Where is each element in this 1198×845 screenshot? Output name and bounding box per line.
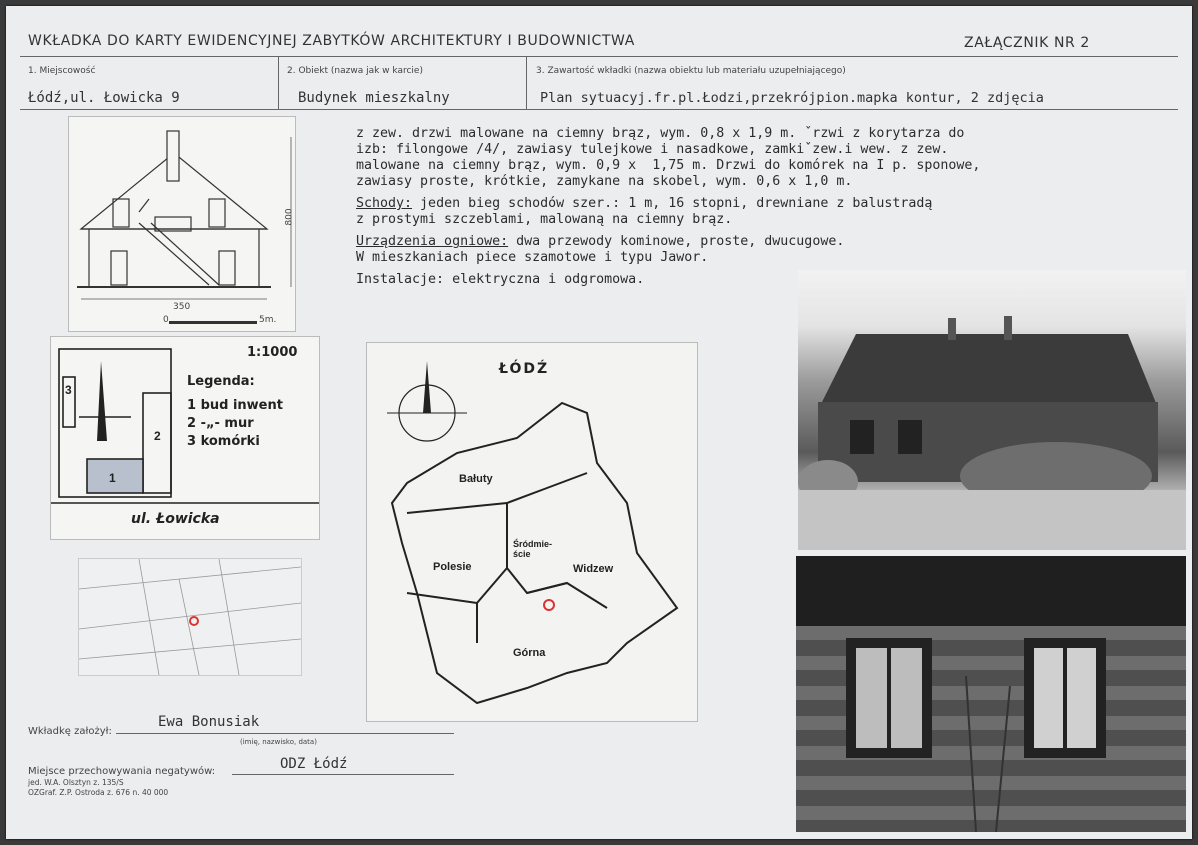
attachment-number: ZAŁĄCZNIK NR 2 [964, 35, 1090, 51]
site-plan-label: 2 [154, 429, 161, 443]
photo-windows [796, 556, 1186, 832]
site-plan [50, 336, 320, 540]
description-text [356, 126, 980, 288]
divider [526, 56, 527, 109]
district-label: Polesie [433, 561, 472, 573]
field-value-contents: Plan sytuacyj.fr.pl.Łodzi,przekrójpion.mapka kontur, 2 zdjęcia [540, 90, 1044, 106]
legend-title: Legenda: [187, 374, 255, 389]
district-label: Widzew [573, 563, 614, 575]
legend-item: 1 bud inwent [187, 398, 283, 413]
negatives-value: ODZ Łódź [280, 756, 348, 772]
site-plan-scale: 1:1000 [247, 345, 298, 360]
section-width-label: 350 [173, 302, 191, 312]
record-card [6, 6, 1192, 839]
cross-section-drawing [68, 116, 296, 332]
site-plan-label: 1 [109, 471, 116, 485]
divider [20, 56, 1178, 57]
fire-heading: Urządzenia ogniowe: [356, 234, 509, 249]
divider [232, 774, 454, 775]
city-map-title: ŁÓDŹ [499, 361, 550, 377]
compiled-by-value: Ewa Bonusiak [158, 714, 260, 730]
fire-text: W mieszkaniach piece szamotowe i typu Jawor. [356, 250, 709, 265]
district-label: Górna [513, 647, 546, 659]
divider [20, 109, 1178, 110]
description-line: malowane na ciemny brąz, wym. 0,9 x 1,75 m. Drzwi do komórek na I p. sponowe, [356, 158, 981, 173]
field-value-object: Budynek mieszkalny [298, 90, 450, 106]
scale-end-label: 5m. [259, 315, 277, 325]
compiled-by-label: Wkładkę założył: [28, 726, 112, 737]
district-label: Bałuty [459, 473, 493, 485]
city-map [366, 342, 698, 722]
field-label-locality: 1. Miejscowość [28, 66, 96, 76]
description-line: zawiasy proste, krótkie, zamykane na skobel, wym. 0,6 x 1,0 m. [356, 174, 853, 189]
print-info: OZGraf. Z.P. Ostroda z. 676 n. 40 000 [28, 788, 169, 797]
description-line: izb: filongowe /4/, zawiasy tulejkowe i nasadkowe, zamkiˇzew.i wew. z zew. [356, 142, 949, 157]
compiled-by-hint: (imię, nazwisko, data) [240, 738, 317, 746]
scale-zero-label: 0 [163, 315, 169, 325]
print-info: jed. W.A. Olsztyn z. 135/S [28, 778, 124, 787]
district-label: Śródmie-ście [513, 539, 553, 559]
site-plan-legend [187, 373, 283, 451]
stairs-text: z prostymi szczeblami, malowaną na ciemny brąz. [356, 212, 733, 227]
field-label-contents: 3. Zawartość wkładki (nazwa obiektu lub materiału uzupełniającego) [536, 66, 846, 76]
card-title: WKŁADKA DO KARTY EWIDENCYJNEJ ZABYTKÓW ARCHITEKTURY I BUDOWNICTWA [28, 33, 635, 49]
fire-text: dwa przewody kominowe, proste, dwucugowe. [508, 234, 845, 249]
section-height-label: 800 [284, 208, 295, 226]
contour-map [78, 558, 302, 676]
legend-item: 2 -„- mur [187, 416, 254, 431]
installations-text: Instalacje: elektryczna i odgromowa. [356, 272, 645, 287]
stairs-heading: Schody: [356, 196, 413, 211]
field-value-locality: Łódź,ul. Łowicka 9 [28, 90, 180, 106]
photo-house-exterior [798, 270, 1186, 550]
divider [278, 56, 279, 109]
divider [116, 733, 454, 734]
negatives-label: Miejsce przechowywania negatywów: [28, 766, 216, 777]
site-plan-label: 3 [65, 383, 72, 397]
description-line: z zew. drzwi malowane na ciemny brąz, wym. 0,8 x 1,9 m. ˇrzwi z korytarza do [356, 126, 965, 141]
stairs-text: jeden bieg schodów szer.: 1 m, 16 stopni, drewniane z balustradą [412, 196, 933, 211]
street-name: ul. Łowicka [131, 511, 220, 527]
field-label-object: 2. Obiekt (nazwa jak w karcie) [287, 66, 423, 76]
legend-item: 3 komórki [187, 434, 260, 449]
